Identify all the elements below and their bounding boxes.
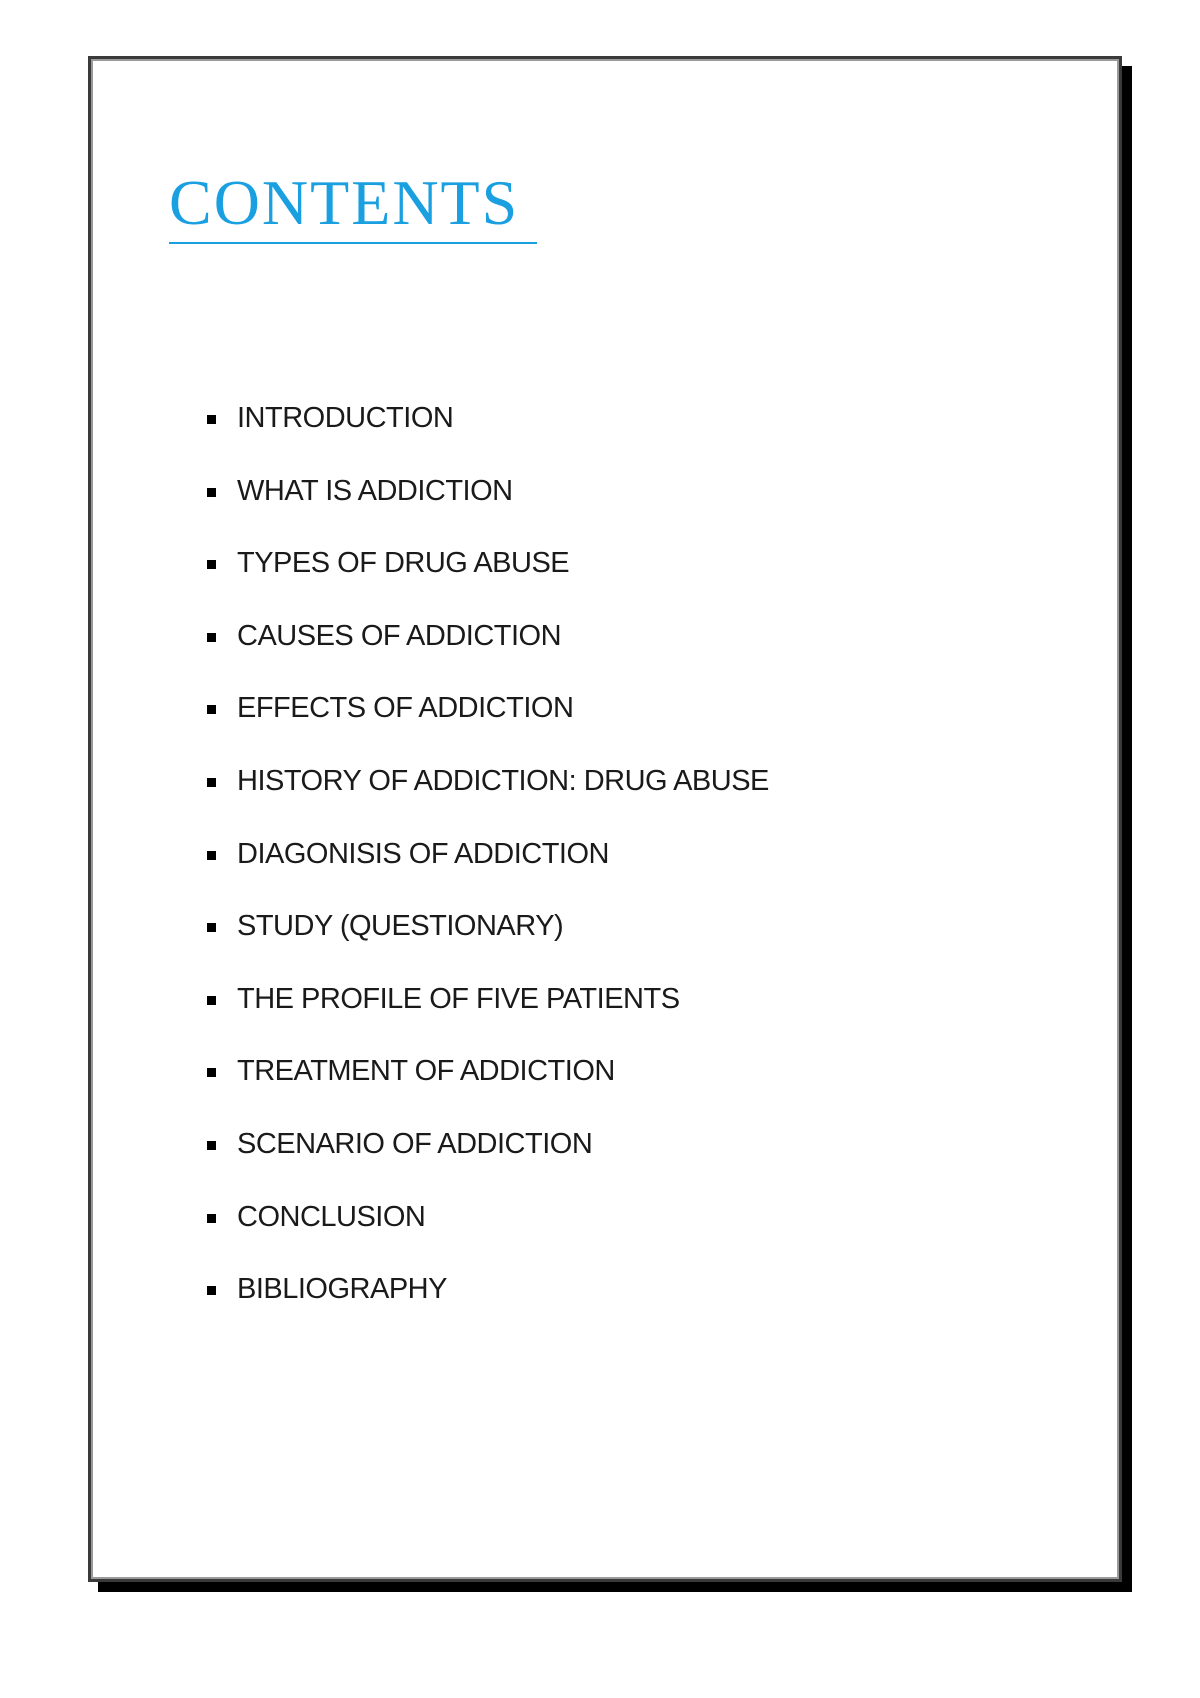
square-bullet-icon — [207, 560, 216, 569]
toc-item-label: CONCLUSION — [237, 1200, 426, 1233]
square-bullet-icon — [207, 488, 216, 497]
toc-item-treatment-of-addiction — [207, 1052, 769, 1125]
toc-item-label: DIAGONISIS OF ADDICTION — [237, 837, 609, 870]
toc-item-introduction — [207, 399, 769, 472]
square-bullet-icon — [207, 1286, 216, 1295]
toc-item-label: TYPES OF DRUG ABUSE — [237, 547, 570, 580]
page-title: CONTENTS — [169, 167, 520, 238]
table-of-contents — [207, 399, 769, 1343]
square-bullet-icon — [207, 778, 216, 787]
toc-item-label: TREATMENT OF ADDICTION — [237, 1055, 615, 1088]
square-bullet-icon — [207, 705, 216, 714]
toc-item-scenario-of-addiction — [207, 1125, 769, 1198]
toc-item-label: INTRODUCTION — [237, 402, 454, 434]
square-bullet-icon — [207, 1214, 216, 1223]
title-underline — [169, 242, 537, 244]
toc-item-label: THE PROFILE OF FIVE PATIENTS — [237, 982, 680, 1015]
toc-item-label: HISTORY OF ADDICTION: DRUG ABUSE — [237, 764, 769, 797]
toc-item-effects-of-addiction — [207, 689, 769, 762]
square-bullet-icon — [207, 633, 216, 642]
toc-item-diagnosis-of-addiction — [207, 835, 769, 908]
square-bullet-icon — [207, 923, 216, 932]
toc-item-label: EFFECTS OF ADDICTION — [237, 692, 574, 725]
square-bullet-icon — [207, 1141, 216, 1150]
toc-item-types-of-drug-abuse — [207, 544, 769, 617]
toc-item-label: CAUSES OF ADDICTION — [237, 619, 562, 652]
toc-item-bibliography — [207, 1270, 769, 1343]
toc-item-what-is-addiction — [207, 472, 769, 545]
toc-item-conclusion — [207, 1198, 769, 1271]
toc-item-study-questionary — [207, 907, 769, 980]
toc-item-causes-of-addiction — [207, 617, 769, 690]
square-bullet-icon — [207, 1068, 216, 1077]
toc-item-label: BIBLIOGRAPHY — [237, 1273, 447, 1306]
toc-item-profile-of-five-patients — [207, 980, 769, 1053]
toc-item-label: WHAT IS ADDICTION — [237, 474, 513, 507]
square-bullet-icon — [207, 851, 216, 860]
square-bullet-icon — [207, 415, 216, 424]
page-frame — [88, 56, 1122, 1582]
toc-item-label: SCENARIO OF ADDICTION — [237, 1127, 593, 1160]
toc-item-label: STUDY (QUESTIONARY) — [237, 910, 564, 943]
square-bullet-icon — [207, 996, 216, 1005]
toc-item-history-of-addiction — [207, 762, 769, 835]
